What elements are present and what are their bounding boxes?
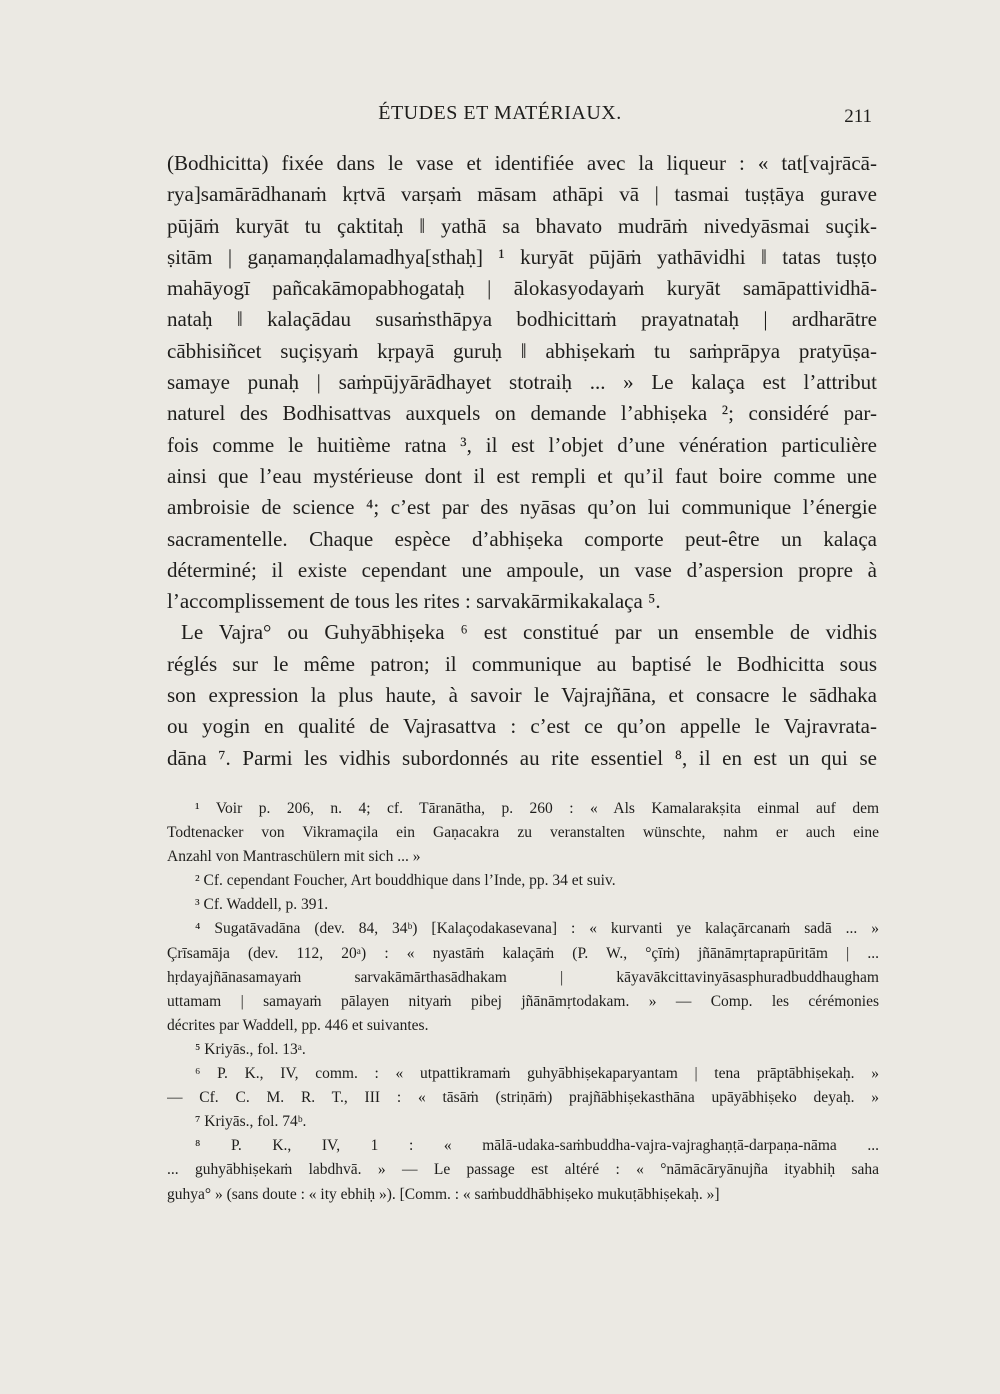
body-line: rya]samārādhanaṁ kṛtvā varṣaṁ māsam athāpi vā | tasmai tuṣṭāya gurave [167,182,877,207]
running-title: ÉTUDES ET MATÉRIAUX. [378,102,622,124]
body-line: ainsi que l’eau mystérieuse dont il est rempli et qu’il faut boire comme une [167,463,877,488]
body-line: l’accomplissement de tous les rites : sarvakārmikakalaça ⁵. [167,589,661,614]
body-line: dāna ⁷. Parmi les vidhis subordonnés au rite essentiel ⁸, il en est un qui se [167,745,877,770]
body-line: naturel des Bodhisattvas auxquels on demande l’abhiṣeka ²; considéré par- [167,401,877,426]
footnote-line: ¹ Voir p. 206, n. 4; cf. Tāranātha, p. 260 : « Als Kamalarakṣita einmal auf dem [195,800,879,817]
body-line: mahāyogī pañcakāmopabhogataḥ | ālokasyodayaṁ kuryāt samāpattividhā- [167,276,877,301]
footnote-line: hṛdayajñānasamayaṁ sarvakāmārthasādhakam | kāyavākcittavinyāsasphuradbuddhaugham [167,968,879,986]
body-line: pūjāṁ kuryāt tu çaktitaḥ ‖ yathā sa bhavato mudrāṁ nivedyāsmai suçik- [167,213,877,238]
body-line: nataḥ ‖ kalaçādau susaṁsthāpya bodhicittaṁ prayatnataḥ | ardharātre [167,307,877,332]
main-text [167,148,877,774]
footnote-line: décrites par Waddell, pp. 446 et suivantes. [167,1016,429,1034]
footnote-line: ² Cf. cependant Foucher, Art bouddhique dans l’Inde, pp. 34 et suiv. [195,872,616,890]
body-line: Le Vajra° ou Guhyābhiṣeka ⁶ est constitué par un ensemble de vidhis [181,620,877,645]
footnote-line: ³ Cf. Waddell, p. 391. [195,896,329,914]
body-line: ambroisie de science ⁴; c’est par des nyāsas qu’on lui communique l’énergie [167,495,877,520]
footnote-line: ⁶ P. K., IV, comm. : « utpattikramaṁ guhyābhiṣekaparyantam | tena prāptābhiṣekaḥ. » [195,1065,879,1083]
footnote-line: ⁸ P. K., IV, 1 : « mālā-udaka-saṁbuddha-vajra-vajraghaṇṭā-darpaṇa-nāma ... [195,1137,879,1155]
body-line: ou yogin en qualité de Vajrasattva : c’est ce qu’on appelle le Vajravrata- [167,714,877,739]
body-line: cābhisiñcet suçiṣyaṁ kṛpayā guruḥ ‖ abhiṣekaṁ tu saṁprāpya pratyūṣa- [167,338,877,363]
footnote-line: ⁷ Kriyās., fol. 74ᵇ. [195,1113,307,1131]
body-line: fois comme le huitième ratna ³, il est l’objet d’une vénération particulière [167,432,877,457]
footnote-line: ⁴ Sugatāvadāna (dev. 84, 34ᵇ) [Kalaçodakasevana] : « kurvanti ye kalaçārcanaṁ sadā ... » [195,920,879,938]
body-line: ṣitām | gaṇamaṇḍalamadhya[sthaḥ] ¹ kuryāt pūjāṁ yathāvidhi ‖ tatas tuṣṭo [167,244,877,269]
page-number: 211 [844,106,872,127]
body-line: déterminé; il existe cependant une ampoule, un vase d’aspersion propre à [167,557,877,582]
page-header [0,100,1000,136]
footnote-line: Anzahl von Mantraschülern mit sich ... » [167,848,421,866]
body-line: samaye punaḥ | saṁpūjyārādhayet stotraiḥ ... » Le kalaça est l’attribut [167,370,877,395]
footnote-line: ... guhyābhiṣekaṁ labdhvā. » — Le passage est altéré : « °nāmācāryānujña ityabhiḥ saha [167,1161,879,1179]
body-line: son expression la plus haute, à savoir le Vajrajñāna, et consacre le sādhaka [167,683,877,708]
footnote-line: Çrīsamāja (dev. 112, 20ᵃ) : « nyastāṁ kalaçāṁ (P. W., °çīṁ) jñānāmṛtaprapūritām | ... [167,944,879,962]
footnote-line: — Cf. C. M. R. T., III : « tāsāṁ (striṇāṁ) prajñābhiṣekasthāna upāyābhiṣeko deyaḥ. » [167,1089,879,1107]
footnotes [167,797,879,1207]
footnote-line: uttamam | samayaṁ pālayen nityaṁ pibej jñānāmṛtodakam. » — Comp. les cérémonies [167,992,879,1010]
body-line: sacramentelle. Chaque espèce d’abhiṣeka comporte peut-être un kalaça [167,526,877,551]
footnote-line: guhya° » (sans doute : « ity ebhiḥ »). [Comm. : « saṁbuddhābhiṣeko mukuṭābhiṣekaḥ. »] [167,1185,720,1203]
body-line: réglés sur le même patron; il communique au baptisé le Bodhicitta sous [167,651,877,676]
body-line: (Bodhicitta) fixée dans le vase et identifiée avec la liqueur : « tat[vajrācā- [167,151,877,175]
footnote-line: ⁵ Kriyās., fol. 13ᵃ. [195,1040,306,1058]
footnote-line: Todtenacker von Vikramaçila ein Gaṇacakra zu veranstalten wünschte, nahm er auch eine [167,824,879,842]
